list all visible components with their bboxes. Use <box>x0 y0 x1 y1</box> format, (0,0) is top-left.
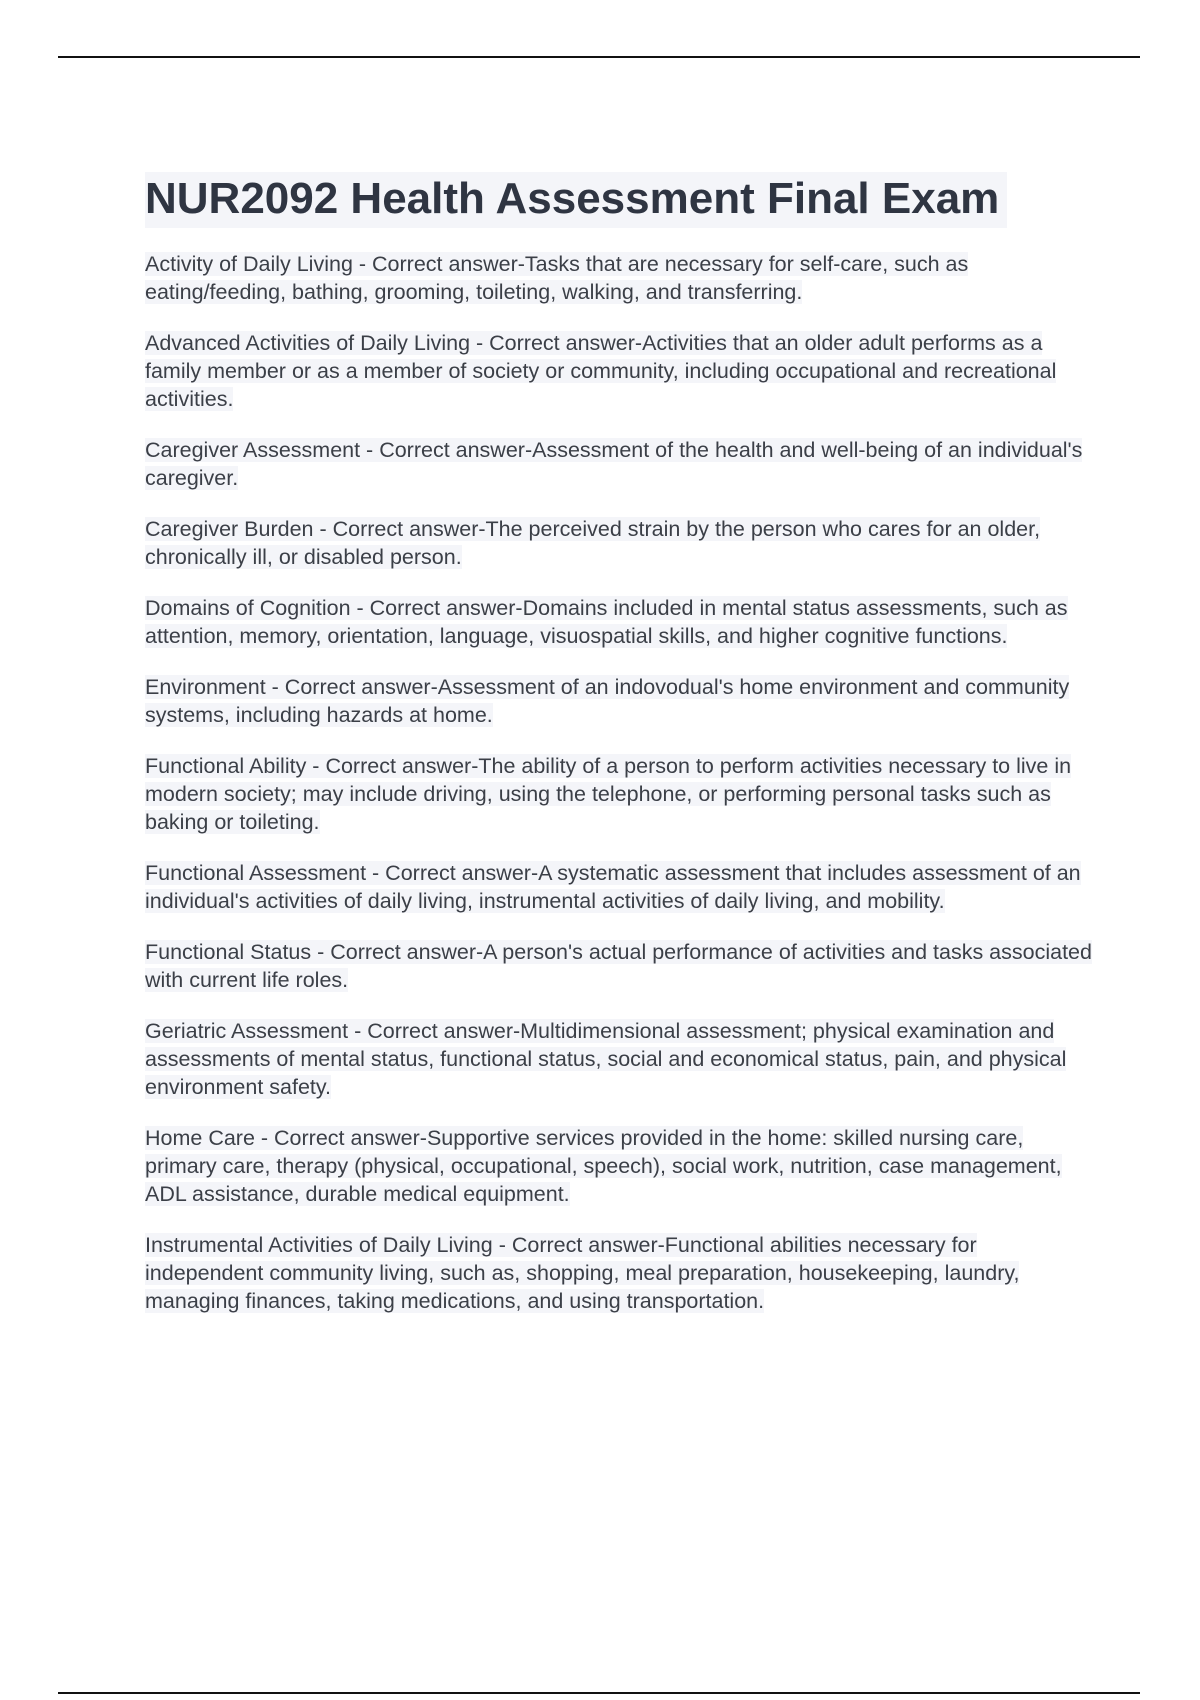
entry-functional-status <box>145 938 1095 994</box>
entry-functional-ability <box>145 752 1095 836</box>
entry-text: Activity of Daily Living - Correct answer-Tasks that are necessary for self-care, such as eating/feeding, bathing, grooming, toileting, walking, and transferring. <box>145 252 969 304</box>
top-divider <box>58 56 1140 58</box>
entry-text: Caregiver Burden - Correct answer-The perceived strain by the person who cares for an older, chronically ill, or disabled person. <box>145 517 1041 569</box>
entry-text: Environment - Correct answer-Assessment of an indovodual's home environment and community systems, including hazards at home. <box>145 675 1070 727</box>
entry-text: Domains of Cognition - Correct answer-Domains included in mental status assessments, such as attention, memory, orientation, language, visuospatial skills, and higher cognitive functions. <box>145 596 1068 648</box>
entry-text: Functional Assessment - Correct answer-A systematic assessment that includes assessment of an individual's activities of daily living, instrumental activities of daily living, and mobility. <box>145 861 1081 913</box>
entry-geriatric-assessment <box>145 1017 1095 1101</box>
entry-functional-assessment <box>145 859 1095 915</box>
entry-instrumental-activities-of-daily-living <box>145 1231 1095 1315</box>
entry-activity-of-daily-living <box>145 250 1095 306</box>
entry-text: Home Care - Correct answer-Supportive services provided in the home: skilled nursing care, primary care, therapy (physical, occupational, speech), social work, nutrition, case management, ADL assistance, durable medical equipment. <box>145 1126 1062 1206</box>
entry-text: Functional Status - Correct answer-A person's actual performance of activities and tasks associated with current life roles. <box>145 940 1092 992</box>
document-title: NUR2092 Health Assessment Final Exam <box>145 172 1007 228</box>
entry-text: Functional Ability - Correct answer-The ability of a person to perform activities necessary to live in modern society; may include driving, using the telephone, or performing personal tasks such as baking or toileting. <box>145 754 1072 834</box>
bottom-divider <box>58 1692 1140 1694</box>
entry-text: Caregiver Assessment - Correct answer-Assessment of the health and well-being of an individual's caregiver. <box>145 438 1083 490</box>
entry-text: Advanced Activities of Daily Living - Correct answer-Activities that an older adult performs as a family member or as a member of society or community, including occupational and recreational activities. <box>145 331 1057 411</box>
entry-advanced-activities-of-daily-living <box>145 329 1095 413</box>
entry-text: Instrumental Activities of Daily Living - Correct answer-Functional abilities necessary for independent community living, such as, shopping, meal preparation, housekeeping, laundry, managing finances, taking medications, and using transportation. <box>145 1233 1020 1313</box>
entry-caregiver-assessment <box>145 436 1095 492</box>
entry-domains-of-cognition <box>145 594 1095 650</box>
entry-caregiver-burden <box>145 515 1095 571</box>
entry-environment <box>145 673 1095 729</box>
document-body <box>145 172 1095 1338</box>
entry-text: Geriatric Assessment - Correct answer-Multidimensional assessment; physical examination and assessments of mental status, functional status, social and economical status, pain, and physical environment safety. <box>145 1019 1067 1099</box>
entry-home-care <box>145 1124 1095 1208</box>
